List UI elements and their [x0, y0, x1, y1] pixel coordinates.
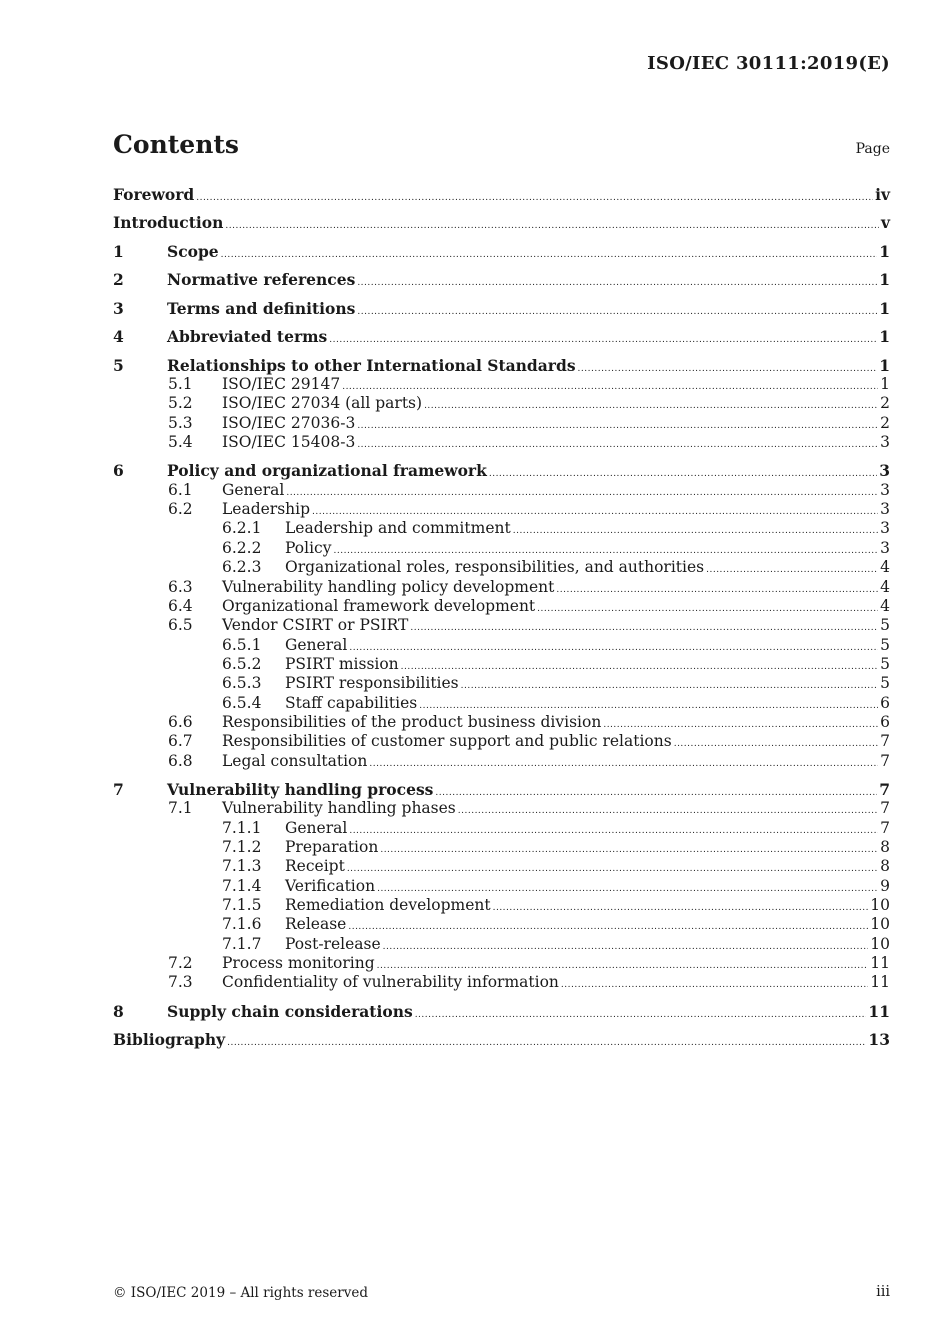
toc-entry-page: 10: [870, 896, 890, 915]
contents-heading: Contents: [113, 130, 240, 159]
toc-entry[interactable]: [113, 539, 890, 558]
toc-entry[interactable]: [113, 819, 890, 838]
dot-leader: [458, 802, 878, 821]
toc-entry-page: 3: [880, 500, 890, 519]
toc-entry-number: 6.2.1: [222, 519, 262, 538]
toc-entry-page: 7: [879, 780, 890, 800]
toc-entry-title: Verification: [285, 876, 376, 895]
toc-entry-number: 6.3: [168, 577, 193, 596]
toc-entry[interactable]: [113, 519, 890, 538]
dot-leader: [513, 522, 878, 541]
toc-entry[interactable]: [113, 1002, 890, 1021]
toc-entry-title: General: [222, 480, 285, 499]
toc-entry-title: Normative references: [167, 270, 356, 290]
toc-entry[interactable]: [113, 896, 890, 915]
toc-entry[interactable]: [113, 636, 890, 655]
toc-entry-title: Abbreviated terms: [167, 327, 328, 347]
toc-entry-page: 11: [870, 973, 890, 992]
dot-leader: [369, 755, 878, 774]
toc-entry-number: 7.1.5: [222, 896, 262, 915]
toc-entry-number: 6.5.2: [222, 654, 262, 673]
toc-entry-title: Scope: [167, 241, 219, 261]
dot-leader: [357, 303, 877, 322]
toc-entry-number: 7.1.1: [222, 818, 262, 837]
dot-leader: [410, 619, 878, 638]
dot-leader: [349, 822, 878, 841]
toc-entry-page: 7: [880, 751, 890, 770]
toc-entry-title: ISO/IEC 15408-3: [222, 433, 356, 451]
dot-leader: [561, 976, 868, 995]
toc-entry-page: 8: [880, 857, 890, 876]
footer-copyright: © ISO/IEC 2019 – All rights reserved: [113, 1285, 368, 1301]
toc-entry-title: PSIRT mission: [285, 654, 399, 673]
toc-entry-page: 7: [880, 732, 890, 751]
toc-entry[interactable]: [113, 433, 890, 452]
toc-entry-title: Receipt: [285, 857, 345, 876]
toc-entry-title: Terms and definitions: [167, 298, 356, 318]
toc-entry-page: 1: [879, 241, 890, 261]
toc-entry[interactable]: [113, 578, 890, 597]
toc-entry-page: 11: [870, 954, 890, 973]
toc-entry-number: 6.8: [168, 751, 193, 770]
toc-entry[interactable]: [113, 481, 890, 500]
toc-entry[interactable]: [113, 954, 890, 973]
toc-entry-number: 7: [113, 780, 124, 800]
dot-leader: [357, 417, 878, 436]
footer-page-number: iii: [876, 1284, 890, 1300]
dot-leader: [383, 938, 869, 957]
toc-entry[interactable]: [113, 558, 890, 577]
toc-entry-page: 8: [880, 838, 890, 857]
dot-leader: [357, 436, 878, 455]
toc-entry-number: 5.2: [168, 394, 193, 413]
dot-leader: [349, 639, 878, 658]
dot-leader: [578, 360, 878, 379]
toc-entry-page: 1: [880, 374, 890, 393]
dot-leader: [380, 841, 878, 860]
toc-entry-title: Responsibilities of customer support and public relations: [222, 732, 672, 751]
toc-entry[interactable]: [113, 973, 890, 992]
dot-leader: [556, 581, 878, 600]
toc-entry-title: Leadership and commitment: [285, 519, 511, 538]
table-of-contents: [113, 185, 890, 1050]
toc-entry-title: PSIRT responsibilities: [285, 674, 459, 693]
dot-leader: [348, 918, 868, 937]
toc-entry-page: 9: [880, 876, 890, 895]
dot-leader: [221, 246, 878, 265]
toc-entry-page: 4: [880, 558, 890, 577]
toc-entry-title: Bibliography: [113, 1030, 226, 1050]
dot-leader: [401, 658, 878, 677]
toc-entry-number: 2: [113, 270, 124, 290]
toc-entry-title: ISO/IEC 27034 (all parts): [222, 394, 423, 413]
toc-entry-number: 6.5.3: [222, 674, 262, 693]
toc-entry-number: 6.1: [168, 480, 193, 499]
toc-entry-page: 7: [880, 818, 890, 837]
toc-entry-number: 7.1.2: [222, 838, 262, 857]
toc-entry-number: 6.4: [168, 596, 193, 615]
toc-entry-title: General: [285, 635, 348, 654]
dot-leader: [357, 274, 877, 293]
toc-entry-page: 10: [870, 915, 890, 934]
toc-entry-title: Vulnerability handling policy development: [222, 577, 555, 596]
toc-entry-number: 6.6: [168, 712, 193, 731]
toc-entry-number: 7.3: [168, 973, 193, 992]
toc-entry-title: Relationships to other International Standards: [167, 355, 576, 375]
toc-entry-title: Organizational framework development: [222, 596, 536, 615]
toc-entry[interactable]: [113, 356, 890, 375]
toc-entry[interactable]: [113, 597, 890, 616]
toc-entry-page: 13: [868, 1030, 890, 1050]
toc-entry-title: Foreword: [113, 185, 195, 204]
dot-leader: [493, 899, 869, 918]
toc-entry-title: Post-release: [285, 934, 381, 953]
dot-leader: [415, 1006, 867, 1025]
toc-entry[interactable]: [113, 780, 890, 799]
toc-entry[interactable]: [113, 375, 890, 394]
toc-entry-number: 7.1: [168, 799, 193, 818]
dot-leader: [225, 217, 879, 236]
toc-entry-number: 4: [113, 327, 124, 347]
document-id: ISO/IEC 30111:2019(E): [647, 53, 890, 74]
toc-entry-page: 1: [879, 355, 890, 375]
toc-entry-number: 6.2.3: [222, 558, 262, 577]
toc-entry-number: 8: [113, 1001, 124, 1021]
toc-entry[interactable]: [113, 213, 890, 232]
toc-entry-number: 6: [113, 461, 124, 481]
toc-entry-title: Policy: [285, 538, 332, 557]
toc-entry[interactable]: [113, 616, 890, 635]
toc-entry-title: Release: [285, 915, 347, 934]
toc-entry[interactable]: [113, 242, 890, 261]
toc-entry-page: 6: [880, 712, 890, 731]
dot-leader: [435, 784, 877, 803]
dot-leader: [424, 397, 878, 416]
toc-entry-page: 1: [879, 327, 890, 347]
toc-entry[interactable]: [113, 327, 890, 346]
toc-entry-number: 5: [113, 355, 124, 375]
toc-entry-page: 3: [880, 433, 890, 451]
toc-entry-page: 5: [880, 674, 890, 693]
toc-entry[interactable]: [113, 500, 890, 519]
toc-entry-page: 1: [879, 298, 890, 318]
dot-leader: [286, 484, 878, 503]
dot-leader: [706, 561, 878, 580]
toc-entry-page: 5: [880, 616, 890, 635]
toc-entry-number: 6.5.4: [222, 693, 262, 712]
toc-entry-page: 5: [880, 635, 890, 654]
dot-leader: [342, 378, 878, 397]
toc-entry-number: 6.2: [168, 500, 193, 519]
dot-leader: [329, 331, 877, 350]
toc-entry[interactable]: [113, 694, 890, 713]
toc-entry[interactable]: [113, 713, 890, 732]
toc-entry[interactable]: [113, 674, 890, 693]
toc-entry[interactable]: [113, 185, 890, 204]
toc-entry-page: 4: [880, 596, 890, 615]
page-column-label: Page: [855, 141, 890, 157]
dot-leader: [461, 677, 878, 696]
toc-entry[interactable]: [113, 394, 890, 413]
toc-entry-title: Organizational roles, responsibilities, and authorities: [285, 558, 705, 577]
toc-entry-number: 6.5.1: [222, 635, 262, 654]
toc-entry-title: Supply chain considerations: [167, 1001, 413, 1021]
toc-entry-title: Vendor CSIRT or PSIRT: [222, 616, 409, 635]
toc-entry-title: Legal consultation: [222, 751, 368, 770]
toc-entry[interactable]: [113, 799, 890, 818]
toc-entry[interactable]: [113, 414, 890, 433]
toc-entry[interactable]: [113, 935, 890, 954]
toc-entry-number: 7.1.7: [222, 934, 262, 953]
toc-entry-page: 1: [879, 270, 890, 290]
toc-entry-title: Process monitoring: [222, 954, 375, 973]
dot-leader: [489, 465, 877, 484]
dot-leader: [227, 1034, 866, 1053]
toc-entry-number: 6.2.2: [222, 538, 262, 557]
toc-entry-number: 6.7: [168, 732, 193, 751]
toc-entry[interactable]: [113, 915, 890, 934]
toc-entry-number: 7.1.6: [222, 915, 262, 934]
toc-entry-title: Policy and organizational framework: [167, 461, 487, 481]
toc-entry-number: 5.1: [168, 374, 193, 393]
toc-entry-number: 7.1.4: [222, 876, 262, 895]
toc-entry[interactable]: [113, 838, 890, 857]
toc-entry-page: 11: [868, 1001, 890, 1021]
toc-entry-title: ISO/IEC 29147: [222, 374, 341, 393]
toc-entry[interactable]: [113, 270, 890, 289]
toc-entry-number: 7.2: [168, 954, 193, 973]
toc-entry-title: Leadership: [222, 500, 311, 519]
toc-entry-title: Confidentiality of vulnerability information: [222, 973, 559, 992]
dot-leader: [347, 860, 878, 879]
toc-entry-title: Remediation development: [285, 896, 491, 915]
dot-leader: [196, 189, 873, 208]
toc-entry-page: 7: [880, 799, 890, 818]
toc-entry-title: Staff capabilities: [285, 693, 418, 712]
toc-entry-page: 3: [880, 519, 890, 538]
toc-entry-page: 2: [880, 394, 890, 413]
toc-entry-number: 6.5: [168, 616, 193, 635]
toc-entry-page: v: [880, 213, 890, 233]
toc-entry[interactable]: [113, 1030, 890, 1049]
toc-entry-number: 3: [113, 298, 124, 318]
toc-entry-title: Preparation: [285, 838, 379, 857]
toc-entry-number: 1: [113, 241, 124, 261]
toc-entry-page: 5: [880, 654, 890, 673]
toc-entry-title: General: [285, 818, 348, 837]
toc-entry-title: Responsibilities of the product business division: [222, 712, 602, 731]
toc-entry-page: iv: [875, 185, 890, 204]
toc-entry-page: 6: [880, 693, 890, 712]
toc-entry[interactable]: [113, 461, 890, 480]
toc-entry-title: Vulnerability handling phases: [222, 799, 456, 818]
toc-entry-page: 10: [870, 934, 890, 953]
toc-entry-title: ISO/IEC 27036-3: [222, 413, 356, 432]
toc-entry-number: 5.3: [168, 413, 193, 432]
toc-entry-page: 3: [880, 538, 890, 557]
toc-entry-number: 5.4: [168, 433, 193, 451]
toc-entry[interactable]: [113, 732, 890, 751]
toc-entry-title: Introduction: [113, 213, 224, 233]
toc-entry[interactable]: [113, 752, 890, 771]
toc-entry[interactable]: [113, 877, 890, 896]
toc-entry-page: 4: [880, 577, 890, 596]
toc-entry[interactable]: [113, 299, 890, 318]
toc-entry[interactable]: [113, 655, 890, 674]
toc-entry-number: 7.1.3: [222, 857, 262, 876]
toc-entry-title: Vulnerability handling process: [167, 780, 434, 800]
toc-entry[interactable]: [113, 857, 890, 876]
dot-leader: [537, 600, 878, 619]
toc-entry-page: 3: [879, 461, 890, 481]
dot-leader: [674, 735, 878, 754]
toc-entry-page: 3: [880, 480, 890, 499]
toc-entry-page: 2: [880, 413, 890, 432]
